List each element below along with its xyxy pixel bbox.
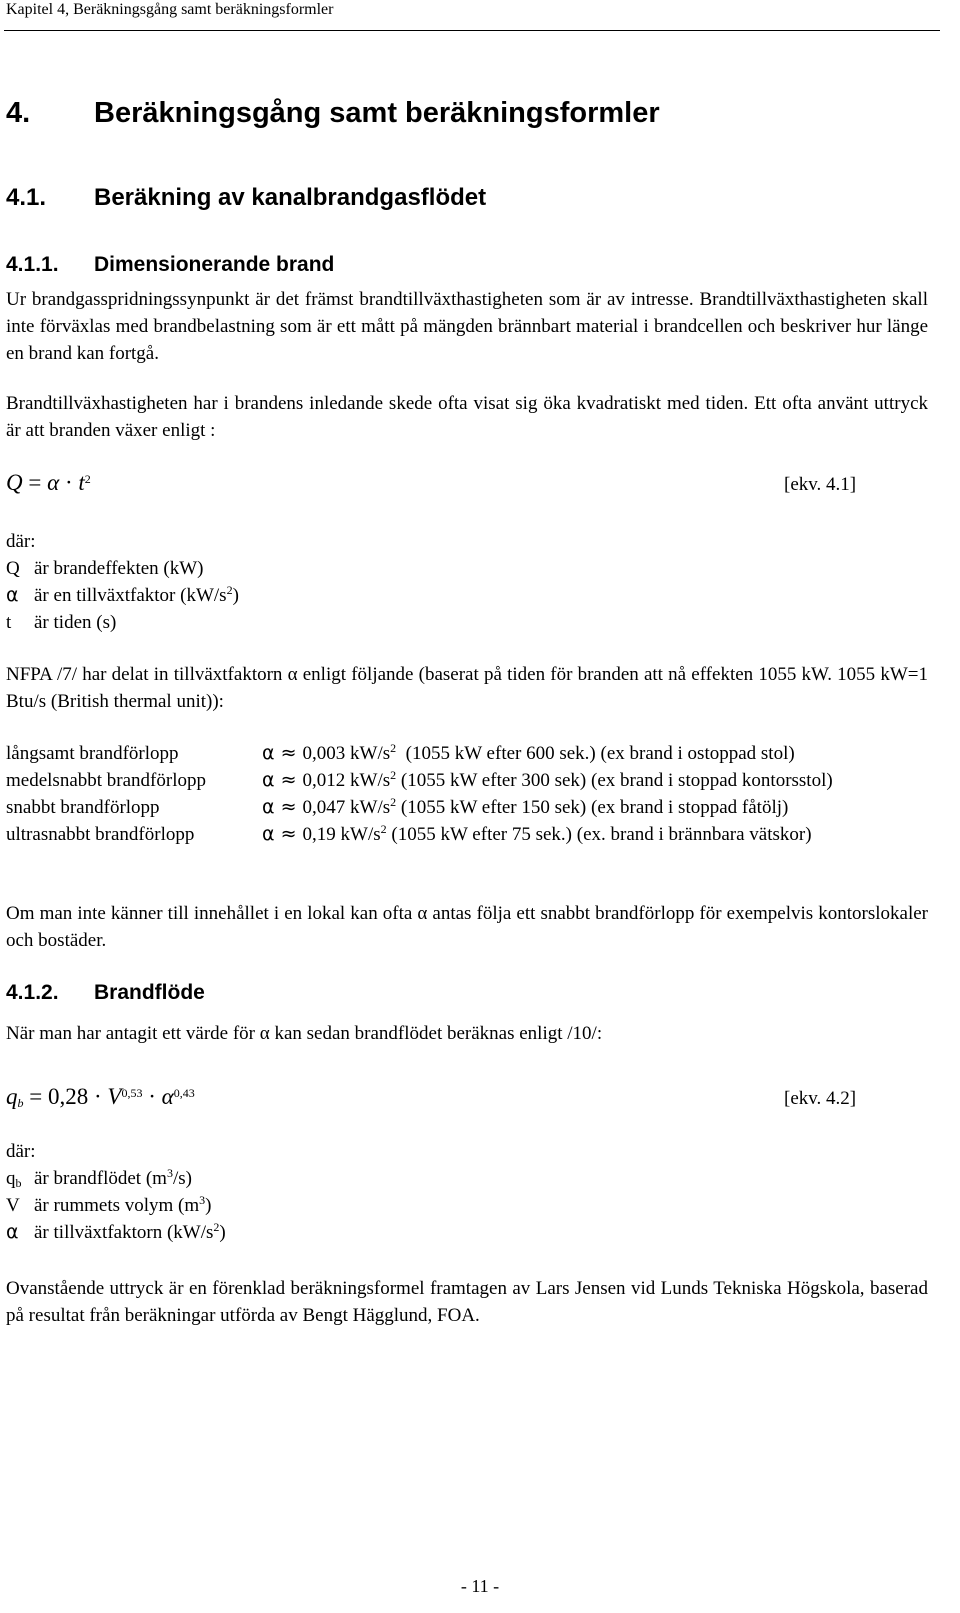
page-number: - 11 - bbox=[460, 1576, 500, 1596]
eq-lhs: Q bbox=[6, 470, 23, 495]
equation-4-2 bbox=[6, 1080, 928, 1116]
definition-text: är tillväxtfaktorn (kW/s bbox=[34, 1222, 214, 1243]
paragraph-fire-growth-intro: Ur brandgasspridningssynpunkt är det främst brandtillväxthastigheten som är av intresse. Brandtillväxthastigheten skall inte förväxlas med brandbelastning som är ett mått på mängden brännbart material i brandcellen och beskriver hur länge en brand kan fortgå. bbox=[6, 289, 928, 364]
growth-rate-row: snabbt brandförlopp α ≈ 0,047 $kW/s^2$ (1055 kW efter 150 sek) (ex brand i stoppad fåtölj) bbox=[0, 794, 960, 821]
growth-rate-table bbox=[0, 740, 960, 852]
definition-row: α är en tillväxtfaktor $(kW/s^2)$ bbox=[6, 582, 239, 609]
definition-text: är en tillväxtfaktor (kW/s bbox=[34, 585, 227, 606]
definition-symbol: α bbox=[6, 584, 19, 606]
equation-4-1 bbox=[6, 468, 928, 500]
eq-t: t bbox=[78, 470, 85, 495]
definition-symbol: α bbox=[6, 1221, 19, 1243]
definition-row: α är tillväxtfaktorn $(kW/s^2)$ bbox=[6, 1219, 226, 1246]
equation-body: $q_b = 0,28 \cdot V^{0,53} \cdot \alpha^{0,43}$ bbox=[6, 1084, 195, 1110]
heading-title: Beräkningsgång samt beräkningsformler bbox=[94, 97, 660, 129]
paragraph-office-assumption: Om man inte känner till innehållet i en lokal kan ofta α antas följa ett snabbt brandförlopp för exempelvis kontorslokaler och bostäder. bbox=[6, 903, 928, 951]
definition-symbol: V bbox=[6, 1195, 20, 1216]
definition-symbol: $q_b$ bbox=[6, 1168, 22, 1190]
rate-value: 0,047 kW/s bbox=[302, 797, 391, 818]
heading-title: Dimensionerande brand bbox=[94, 253, 335, 276]
growth-rate-row: långsamt brandförlopp α ≈ 0,003 $kW/s^2$ (1055 kW efter 600 sek.) (ex brand i ostoppad stol) bbox=[0, 740, 960, 767]
rate-note: (1055 kW efter 150 sek) (ex brand i stoppad fåtölj) bbox=[400, 797, 789, 818]
rate-value: 0,003 kW/s bbox=[302, 743, 391, 764]
running-header: Kapitel 4, Beräkningsgång samt beräkningsformler bbox=[6, 1, 334, 18]
heading-number: 4.1.2. bbox=[6, 981, 59, 1004]
rate-value: 0,19 kW/s bbox=[302, 824, 381, 845]
definition-list bbox=[6, 555, 239, 636]
rate-name: snabbt brandförlopp bbox=[6, 797, 160, 818]
rate-name: ultrasnabbt brandförlopp bbox=[6, 824, 195, 845]
definition-list bbox=[6, 1165, 226, 1246]
eq-coefficient: = 0,28 bbox=[29, 1084, 89, 1109]
heading-number: 4.1. bbox=[6, 184, 47, 211]
rate-name: långsamt brandförlopp bbox=[6, 743, 179, 764]
paragraph-brandflode-intro: När man har antagit ett värde för α kan sedan brandflödet beräknas enligt /10/: bbox=[6, 1023, 603, 1044]
definition-row bbox=[6, 555, 239, 582]
definition-text: är brandeffekten (kW) bbox=[34, 558, 204, 579]
definition-row bbox=[6, 609, 239, 636]
rate-note: (1055 kW efter 75 sek.) (ex. brand i brännbara vätskor) bbox=[391, 824, 812, 845]
heading-number: 4.1.1. bbox=[6, 253, 59, 276]
eq-v: V bbox=[107, 1084, 122, 1109]
definition-symbol: t bbox=[6, 612, 12, 633]
definition-text: är tiden (s) bbox=[34, 612, 117, 633]
rate-value: 0,012 kW/s bbox=[302, 770, 391, 791]
where-label: där: bbox=[6, 1141, 36, 1162]
eq-exponent: 2 bbox=[84, 472, 91, 486]
heading-title: Brandflöde bbox=[94, 981, 205, 1004]
growth-rate-row: ultrasnabbt brandförlopp α ≈ 0,19 $kW/s^2$ (1055 kW efter 75 sek.) (ex. brand i brännbara vätskor) bbox=[0, 821, 960, 848]
definition-text: är rummets volym (m bbox=[34, 1195, 200, 1216]
equation-label: [ekv. 4.2] bbox=[784, 1088, 857, 1109]
growth-rate-row: medelsnabbt brandförlopp α ≈ 0,012 $kW/s^2$ (1055 kW efter 300 sek) (ex brand i stoppad kontorsstol) bbox=[0, 767, 960, 794]
paragraph-nfpa: NFPA /7/ har delat in tillväxtfaktorn α enligt följande (baserat på tiden för branden att nå effekten 1055 kW. 1055 kW=1 Btu/s (British thermal unit)): bbox=[6, 664, 928, 712]
rate-name: medelsnabbt brandförlopp bbox=[6, 770, 206, 791]
header-rule bbox=[4, 30, 940, 31]
eq-alpha: α bbox=[47, 470, 60, 495]
paragraph-quadratic-growth: Brandtillväxhastigheten har i brandens inledande skede ofta visat sig öka kvadratiskt med tiden. Ett ofta använt uttryck är att branden växer enligt : bbox=[6, 393, 928, 441]
paragraph-formula-source: Ovanstående uttryck är en förenklad beräkningsformel framtagen av Lars Jensen vid Lunds Tekniska Högskola, baserad på resultat från beräkningar utförda av Bengt Hägglund, FOA. bbox=[6, 1278, 928, 1326]
definition-row: $q_b$ är brandflödet $(m^3/s)$ bbox=[6, 1166, 192, 1190]
rate-note: (1055 kW efter 600 sek.) (ex brand i ostoppad stol) bbox=[405, 743, 795, 764]
eq-lhs: q bbox=[6, 1084, 18, 1109]
where-label: där: bbox=[6, 531, 36, 552]
definition-row: V är rummets volym $(m^3)$ bbox=[6, 1192, 226, 1219]
equation-label: [ekv. 4.1] bbox=[784, 474, 857, 495]
heading-number: 4. bbox=[6, 97, 31, 129]
equation-body: $Q = \alpha \cdot t^2$ bbox=[6, 470, 91, 495]
rate-note: (1055 kW efter 300 sek) (ex brand i stoppad kontorsstol) bbox=[400, 770, 833, 791]
definition-text: är brandflödet (m bbox=[34, 1168, 167, 1189]
eq-alpha: α bbox=[161, 1084, 174, 1109]
heading-title: Beräkning av kanalbrandgasflödet bbox=[94, 184, 487, 211]
definition-symbol: Q bbox=[6, 558, 20, 579]
